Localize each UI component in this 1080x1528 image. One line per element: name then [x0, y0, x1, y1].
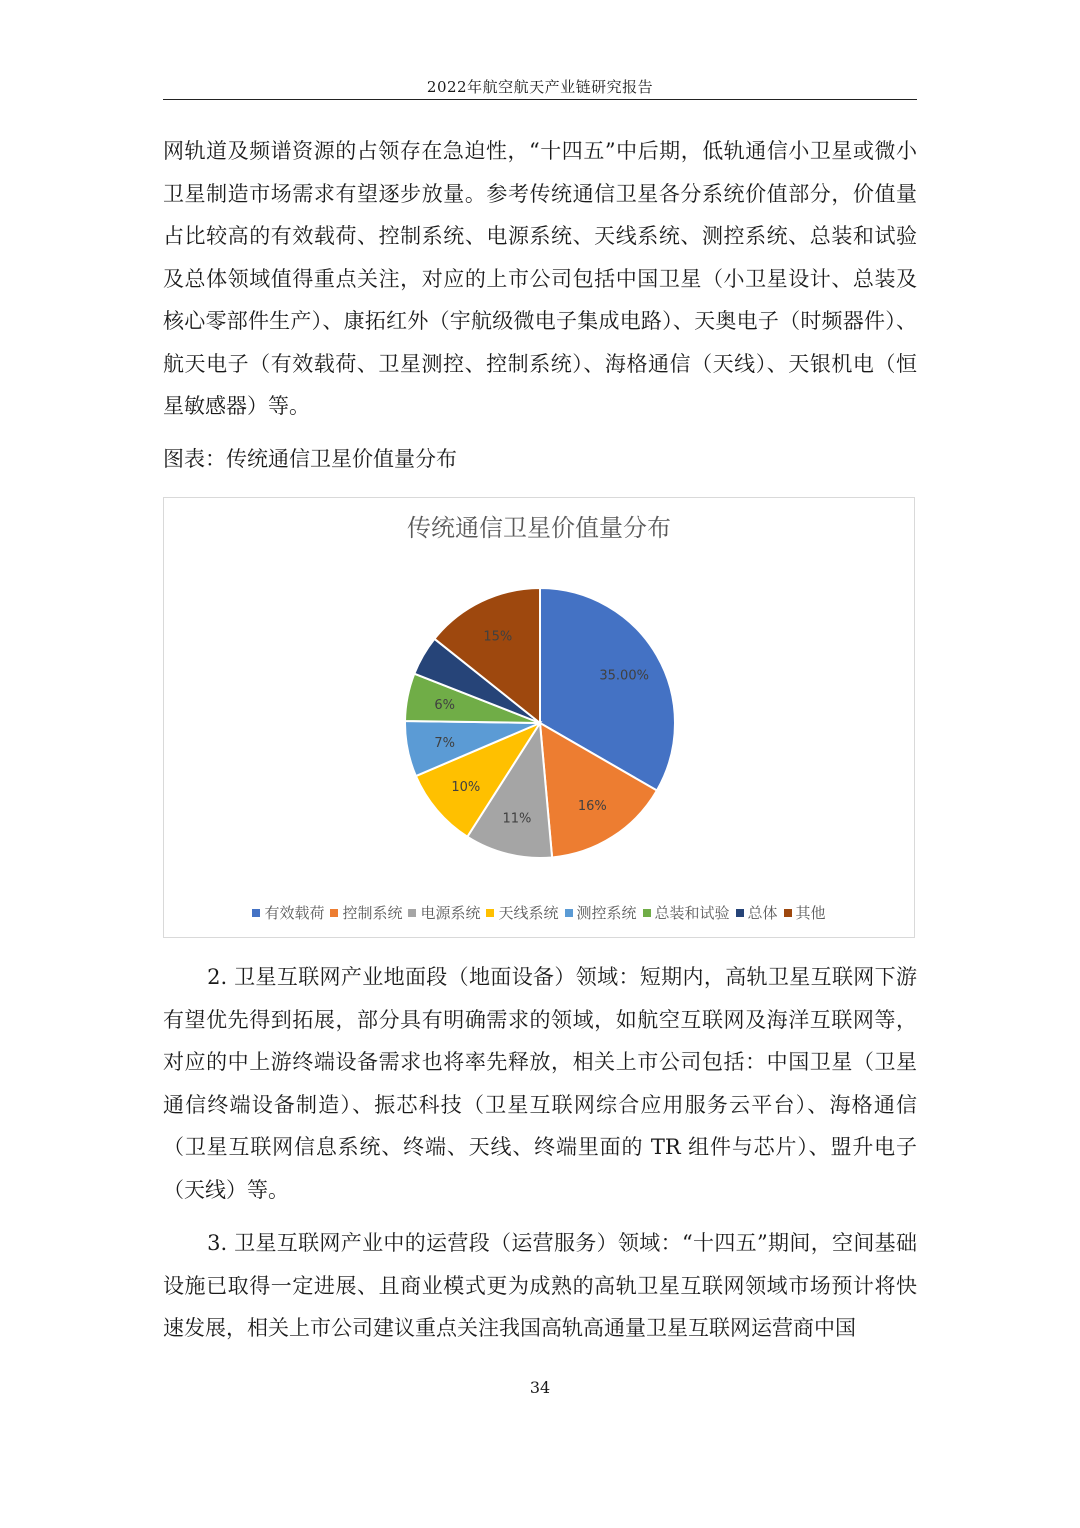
pie-slice-label: 16% [577, 798, 607, 814]
running-header: 2022年航空航天产业链研究报告 [426, 78, 654, 96]
page-number: 34 [529, 1378, 551, 1397]
legend-item [784, 902, 826, 923]
legend-swatch [330, 909, 338, 917]
legend-label: 天线系统 [498, 904, 559, 922]
pie-slice-label: 10% [451, 779, 481, 795]
legend-item [565, 902, 637, 923]
pie-chart [163, 497, 915, 938]
legend-swatch [784, 909, 792, 917]
chart-title: 传统通信卫星价值量分布 [407, 514, 671, 542]
legend-item [486, 902, 558, 923]
legend-label: 控制系统 [342, 904, 403, 922]
legend-item [643, 902, 730, 923]
paragraph-3: 3. 卫星互联网产业中的运营段（运营服务）领域：“十四五”期间，空间基础设施已取得一定进展、且商业模式更为成熟的高轨卫星互联网领域市场预计将快速发展，相关上市公司建议重点关注我国高轨高通量卫星互联网运营商中国 [163, 1231, 917, 1340]
legend-item [408, 902, 480, 923]
header-rule [163, 99, 917, 100]
legend-label: 测控系统 [576, 904, 637, 922]
figure-caption: 图表：传统通信卫星价值量分布 [163, 447, 457, 471]
legend-swatch [486, 909, 494, 917]
legend-label: 总装和试验 [654, 904, 730, 922]
legend-label: 其他 [795, 904, 826, 922]
paragraph-1: 网轨道及频谱资源的占领存在急迫性，“十四五”中后期，低轨通信小卫星或微小卫星制造市场需求有望逐步放量。参考传统通信卫星各分系统价值部分，价值量占比较高的有效载荷、控制系统、电源系统、天线系统、测控系统、总装和试验及总体领域值得重点关注，对应的上市公司包括中国卫星（小卫星设计、总装及核心零部件生产）、康拓红外（宇航级微电子集成电路）、天奥电子（时频器件）、航天电子（有效载荷、卫星测控、控制系统）、海格通信（天线）、天银机电（恒星敏感器）等。 [163, 139, 917, 418]
legend-label: 总体 [747, 904, 778, 922]
chart-legend [164, 902, 914, 923]
legend-item [330, 902, 402, 923]
legend-swatch [408, 909, 416, 917]
legend-item [736, 902, 778, 923]
legend-swatch [565, 909, 573, 917]
legend-item [252, 902, 324, 923]
legend-swatch [252, 909, 260, 917]
paragraph-2: 2. 卫星互联网产业地面段（地面设备）领域：短期内，高轨卫星互联网下游有望优先得到拓展，部分具有明确需求的领域，如航空互联网及海洋互联网等，对应的中上游终端设备需求也将率先释放，相关上市公司包括：中国卫星（卫星通信终端设备制造）、振芯科技（卫星互联网综合应用服务云平台）、海格通信（卫星互联网信息系统、终端、天线、终端里面的 TR 组件与芯片）、盟升电子（天线）等。 [163, 965, 917, 1202]
pie-slice-label: 35.00% [599, 668, 649, 684]
pie-slice-label: 15% [483, 629, 513, 645]
pie-slice-label: 7% [434, 735, 455, 751]
legend-swatch [643, 909, 651, 917]
pie-chart-svg [164, 498, 914, 936]
pie-slice-label: 11% [502, 811, 532, 827]
legend-label: 有效载荷 [264, 904, 325, 922]
legend-swatch [736, 909, 744, 917]
pie-slice-label: 6% [434, 698, 455, 714]
legend-label: 电源系统 [420, 904, 481, 922]
